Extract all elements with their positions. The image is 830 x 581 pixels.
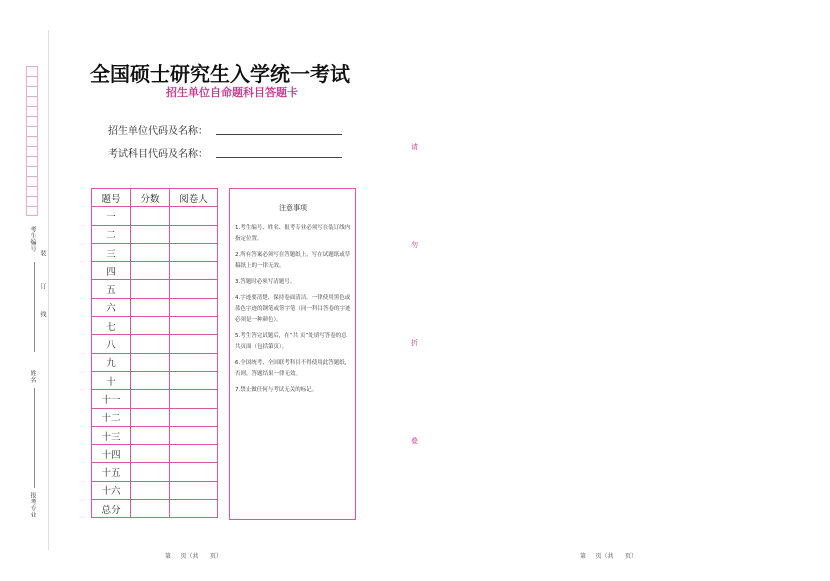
subject-code-field[interactable] xyxy=(216,157,342,158)
score-cell[interactable] xyxy=(131,371,170,389)
unit-code-label: 招生单位代码及名称： xyxy=(108,126,208,137)
binding-xian: 线 xyxy=(39,311,46,318)
table-row xyxy=(92,280,218,298)
score-cell[interactable] xyxy=(131,390,170,408)
grader-cell[interactable] xyxy=(170,481,218,499)
question-number-cell: 八 xyxy=(92,335,131,353)
notice-item: 4.字迹要清楚、保持卷面清洁。一律使用黑色或蓝色字迹的钢笔或签字笔（同一科目答卷的字迹必须是一种颜色）。 xyxy=(235,295,351,323)
question-number-cell: 一 xyxy=(92,207,131,225)
question-number-cell: 二 xyxy=(92,225,131,243)
table-row xyxy=(92,426,218,444)
notice-item: 7.禁止做任何与考试无关的标记。 xyxy=(235,387,318,393)
table-row xyxy=(92,481,218,499)
exam-number-label: 考生编号 xyxy=(29,226,36,252)
table-row xyxy=(92,408,218,426)
table-row xyxy=(92,445,218,463)
grader-cell[interactable] xyxy=(170,225,218,243)
table-row xyxy=(92,262,218,280)
grader-cell[interactable] xyxy=(170,317,218,335)
unit-code-field[interactable] xyxy=(216,134,342,135)
notice-item: 3.答题时必须写清题号。 xyxy=(235,279,296,285)
header-score: 分数 xyxy=(131,189,170,207)
score-cell[interactable] xyxy=(131,500,170,518)
binding-zhuang: 装 xyxy=(39,250,46,257)
question-number-cell: 五 xyxy=(92,280,131,298)
score-cell[interactable] xyxy=(131,207,170,225)
table-row xyxy=(92,225,218,243)
score-cell[interactable] xyxy=(131,445,170,463)
score-cell[interactable] xyxy=(131,335,170,353)
score-table xyxy=(91,188,218,518)
table-row xyxy=(92,207,218,225)
score-cell[interactable] xyxy=(131,481,170,499)
grader-cell[interactable] xyxy=(170,280,218,298)
question-number-cell: 六 xyxy=(92,298,131,316)
grader-cell[interactable] xyxy=(170,500,218,518)
notice-item: 2.所有答案必须写在答题纸上，写在试题纸或草稿纸上的一律无效。 xyxy=(235,252,351,269)
notice-item: 6.全国统考、全国联考科目不得使用此答题纸，否则，答题结果一律无效。 xyxy=(235,360,351,377)
binding-ding: 订 xyxy=(39,283,46,290)
score-cell[interactable] xyxy=(131,317,170,335)
question-number-cell: 十一 xyxy=(92,390,131,408)
score-cell[interactable] xyxy=(131,243,170,261)
score-cell[interactable] xyxy=(131,353,170,371)
grader-cell[interactable] xyxy=(170,335,218,353)
notice-box xyxy=(229,188,356,520)
subject-code-label: 考试科目代码及名称： xyxy=(108,149,208,160)
footer-right-page-count: 第 页（共 页） xyxy=(580,553,637,560)
do-not-fold-char-4: 叠 xyxy=(411,437,418,445)
table-row xyxy=(92,335,218,353)
grader-cell[interactable] xyxy=(170,207,218,225)
score-cell[interactable] xyxy=(131,262,170,280)
question-number-cell: 十 xyxy=(92,371,131,389)
binding-line-1 xyxy=(34,262,35,352)
table-row xyxy=(92,353,218,371)
question-number-cell: 十三 xyxy=(92,426,131,444)
grader-cell[interactable] xyxy=(170,463,218,481)
table-row xyxy=(92,298,218,316)
binding-cut-line xyxy=(48,30,49,550)
grader-cell[interactable] xyxy=(170,262,218,280)
question-number-cell: 四 xyxy=(92,262,131,280)
score-cell[interactable] xyxy=(131,298,170,316)
grader-cell[interactable] xyxy=(170,243,218,261)
grader-cell[interactable] xyxy=(170,408,218,426)
do-not-fold-char-3: 折 xyxy=(411,339,418,347)
score-cell[interactable] xyxy=(131,280,170,298)
grader-cell[interactable] xyxy=(170,426,218,444)
exam-number-grid[interactable] xyxy=(26,66,38,216)
page-title: 全国硕士研究生入学统一考试 xyxy=(90,62,350,86)
table-row xyxy=(92,371,218,389)
table-row xyxy=(92,390,218,408)
table-row xyxy=(92,463,218,481)
header-grader: 阅卷人 xyxy=(170,189,218,207)
score-cell[interactable] xyxy=(131,426,170,444)
table-row xyxy=(92,243,218,261)
header-question-no: 题号 xyxy=(92,189,131,207)
score-cell[interactable] xyxy=(131,463,170,481)
table-row xyxy=(92,317,218,335)
name-label: 姓名 xyxy=(29,370,36,383)
score-table-header xyxy=(92,189,218,207)
do-not-fold-char-1: 请 xyxy=(411,143,418,151)
score-cell[interactable] xyxy=(131,408,170,426)
page-subtitle: 招生单位自命题科目答题卡 xyxy=(166,86,298,99)
do-not-fold-char-2: 勿 xyxy=(411,241,418,249)
notice-title: 注意事项 xyxy=(279,204,307,212)
notice-item: 5.考生答完试题后，在“共 页”处填写答卷的总共页面（包括第页）。 xyxy=(235,333,347,350)
question-number-cell: 七 xyxy=(92,317,131,335)
question-number-cell: 三 xyxy=(92,243,131,261)
binding-line-2 xyxy=(34,388,35,488)
question-number-cell: 十六 xyxy=(92,481,131,499)
grader-cell[interactable] xyxy=(170,390,218,408)
table-row xyxy=(92,500,218,518)
question-number-cell: 十二 xyxy=(92,408,131,426)
question-number-cell: 十四 xyxy=(92,445,131,463)
notice-item: 1.考生编号、姓名、报考专业必须写在装订线内指定位置。 xyxy=(235,225,351,242)
footer-left-page-count: 第 页（共 页） xyxy=(165,553,222,560)
question-number-cell: 总分 xyxy=(92,500,131,518)
grader-cell[interactable] xyxy=(170,371,218,389)
grader-cell[interactable] xyxy=(170,298,218,316)
question-number-cell: 十五 xyxy=(92,463,131,481)
question-number-cell: 九 xyxy=(92,353,131,371)
major-label: 报考专业 xyxy=(29,492,36,518)
score-cell[interactable] xyxy=(131,225,170,243)
grader-cell[interactable] xyxy=(170,445,218,463)
grader-cell[interactable] xyxy=(170,353,218,371)
